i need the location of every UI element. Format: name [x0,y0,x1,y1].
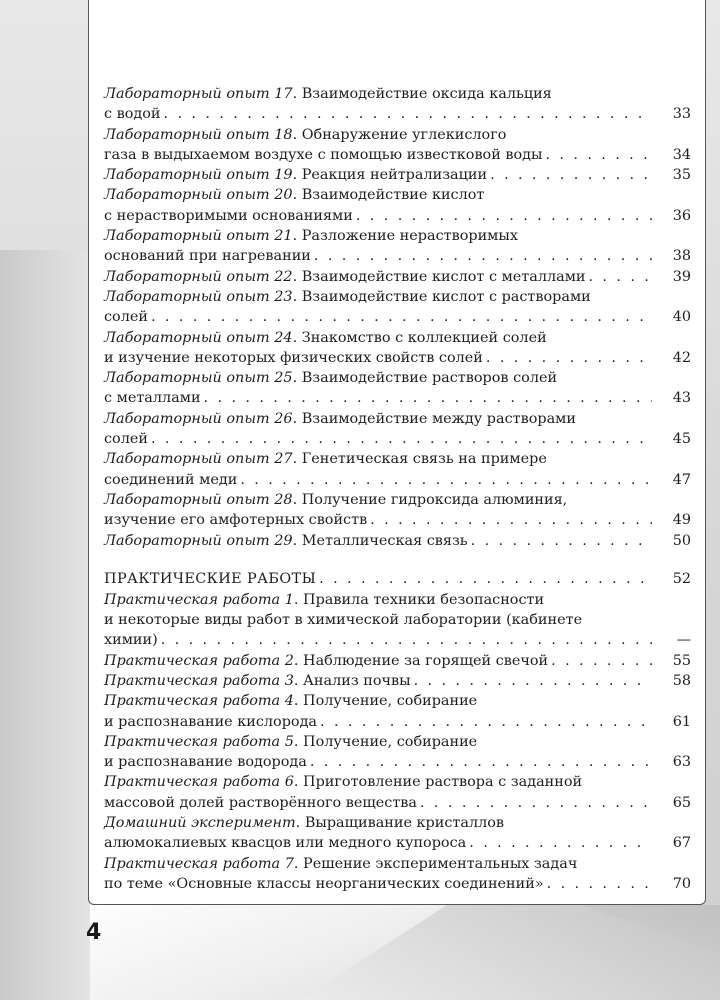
toc-entry[interactable] [104,287,691,328]
toc-entry[interactable] [104,813,691,854]
page-ref: — [676,632,691,649]
entry-text [104,874,544,894]
page-ref: 47 [672,471,691,488]
entry-lead: Практическая работа 1 [104,591,294,608]
entry-text [104,388,201,408]
dot-leader [486,348,652,368]
page-ref: 65 [672,794,691,811]
background-shape-left [0,250,90,1000]
entry-text: Практическая работа 7. Решение экспериментальных задач [104,855,578,872]
entry-title: Взаимодействие кислот [301,187,485,204]
toc-entry[interactable] [104,328,691,369]
entry-lead: Практическая работа 5 [104,733,294,750]
toc-entry-line [104,348,691,368]
toc-entry[interactable] [104,409,691,450]
entry-text: Лабораторный опыт 19. Реакция нейтрализации [104,167,488,184]
toc-entry-line [104,267,691,287]
entry-title: соединений меди [104,471,238,488]
entry-text: Лабораторный опыт 29. Металлическая связь [104,532,468,549]
toc-entry-line [104,712,691,732]
dot-leader [151,429,652,449]
entry-text: Лабораторный опыт 23. Взаимодействие кислот с растворами [104,288,591,305]
dot-leader [151,307,652,327]
entry-text [104,610,582,630]
entry-lead: Лабораторный опыт 24 [104,329,293,346]
dot-leader [471,531,652,551]
entry-text: Практическая работа 3. Анализ почвы [104,672,411,689]
entry-text: Практическая работа 1. Правила техники безопасности [104,591,545,608]
dot-leader [414,671,652,691]
lab-experiments-list [104,84,691,551]
entry-lead: Домашний эксперимент [104,814,296,831]
entry-title: Наблюдение за горящей свечой [303,652,549,669]
toc-entry-line [104,246,691,266]
toc-entry[interactable] [104,531,691,551]
entry-title: Разложение нерастворимых [301,228,518,245]
entry-text [104,348,483,368]
entry-title: и некоторые виды работ в химической лаборатории (кабинете [104,612,583,629]
page-ref: 55 [672,652,691,669]
entry-lead: Лабораторный опыт 26 [104,410,293,427]
section-gap [104,551,691,570]
entry-text [104,793,417,813]
toc-entry-line [104,671,691,691]
entry-text: Домашний эксперимент. Выращивание кристаллов [104,814,505,831]
section-title: ПРАКТИЧЕСКИЕ РАБОТЫ [104,571,317,588]
entry-title: Анализ почвы [303,672,411,689]
entry-title: Получение гидроксида алюминия, [301,491,568,508]
entry-title: Взаимодействие кислот с растворами [301,288,591,305]
toc-entry-line [104,470,691,490]
toc-entry-line [104,793,691,813]
entry-text: Лабораторный опыт 18. Обнаружение углекислого [104,126,507,143]
page-ref: 40 [672,309,691,326]
page-ref: 42 [672,349,691,366]
page-ref: 45 [672,431,691,448]
page-ref: 36 [672,207,691,224]
dot-leader [490,165,652,185]
toc-entry-line [104,510,691,530]
toc-entry[interactable] [104,125,691,166]
toc-entry-line [104,165,691,185]
toc-entry-line [104,125,691,145]
page-ref: 61 [672,713,691,730]
entry-text [104,145,542,165]
dot-leader [310,752,652,772]
toc-entry-line [104,490,691,510]
toc-entry-line [104,388,691,408]
entry-text: Лабораторный опыт 17. Взаимодействие оксида кальция [104,86,552,102]
entry-title: Решение экспериментальных задач [303,855,578,872]
entry-title: оснований при нагревании [104,248,311,265]
toc-entry-line [104,610,691,630]
page-number: 4 [86,920,102,945]
toc-entry[interactable] [104,185,691,226]
entry-text [104,246,311,266]
entry-text [104,104,161,124]
dot-leader [320,712,652,732]
entry-title: алюмокалиевых квасцов или медного купороса [104,835,467,852]
dot-leader [588,267,652,287]
entry-text: Практическая работа 4. Получение, собирание [104,693,478,710]
toc-entry-line [104,691,691,711]
toc-entry[interactable] [104,671,691,691]
entry-title: изучение его амфотерных свойств [104,512,368,529]
entry-title: Генетическая связь на примере [301,451,547,468]
toc-entry-line [104,145,691,165]
entry-title: с нерастворимыми основаниями [104,207,353,224]
entry-title: Обнаружение углекислого [301,126,507,143]
entry-text [104,630,158,650]
entry-title: с металлами [104,390,201,407]
toc-entry-line [104,833,691,853]
page-ref: 67 [672,835,691,852]
entry-text [104,752,307,772]
entry-title: солей [104,309,148,326]
toc-entry[interactable] [104,165,691,185]
table-of-contents [104,84,691,894]
entry-text: Лабораторный опыт 21. Разложение нерастворимых [104,228,518,245]
entry-text [104,510,367,530]
page-ref: 58 [672,672,691,689]
entry-text [104,429,148,449]
toc-entry[interactable] [104,84,691,125]
toc-entry[interactable] [104,490,691,531]
entry-lead: Практическая работа 7 [104,855,294,872]
entry-lead: Лабораторный опыт 19 [104,167,293,184]
dot-leader [204,388,652,408]
entry-lead: Лабораторный опыт 18 [104,126,293,143]
toc-entry-line [104,651,691,671]
entry-text: Лабораторный опыт 27. Генетическая связь на примере [104,451,547,468]
entry-lead: Практическая работа 6 [104,774,294,791]
toc-entry[interactable] [104,772,691,813]
entry-lead: Лабораторный опыт 17 [104,86,293,102]
dot-leader [319,569,652,589]
entry-text: Лабораторный опыт 26. Взаимодействие между растворами [104,410,576,427]
toc-entry[interactable] [104,691,691,732]
entry-lead: Практическая работа 3 [104,672,294,689]
entry-title: Правила техники безопасности [303,591,545,608]
entry-title: Знакомство с коллекцией солей [301,329,547,346]
entry-title: по теме «Основные классы неорганических соединений» [104,875,544,892]
entry-title: газа в выдыхаемом воздухе с помощью известковой воды [104,146,543,163]
toc-entry-line [104,307,691,327]
entry-title: химии) [104,632,158,649]
entry-lead: Лабораторный опыт 20 [104,187,293,204]
entry-title: Взаимодействие растворов солей [301,370,558,387]
entry-text: Практическая работа 2. Наблюдение за горящей свечой [104,652,549,669]
page-ref: 50 [672,532,691,549]
entry-title: Взаимодействие кислот с металлами [301,268,586,285]
entry-text: Лабораторный опыт 25. Взаимодействие растворов солей [104,370,558,387]
entry-text: Лабораторный опыт 22. Взаимодействие кислот с металлами [104,268,586,285]
page-ref: 63 [672,754,691,771]
toc-entry-line [104,772,691,792]
entry-text: Лабораторный опыт 28. Получение гидроксида алюминия, [104,491,568,508]
toc-entry-line [104,287,691,307]
entry-text [104,470,237,490]
entry-lead: Лабораторный опыт 23 [104,288,293,305]
entry-lead: Лабораторный опыт 25 [104,370,293,387]
entry-title: Получение, собирание [303,733,478,750]
toc-entry-line [104,409,691,429]
entry-text: Практическая работа 6. Приготовление раствора с заданной [104,774,583,791]
entry-title: Металлическая связь [301,532,468,549]
toc-entry[interactable] [104,590,691,651]
toc-entry-line [104,368,691,388]
entry-text: Лабораторный опыт 24. Знакомство с коллекцией солей [104,329,547,346]
entry-text [104,833,466,853]
dot-leader [420,793,652,813]
entry-lead: Практическая работа 2 [104,652,294,669]
dot-leader [469,833,652,853]
entry-title: и изучение некоторых физических свойств солей [104,349,483,366]
dot-leader [356,206,652,226]
toc-entry-line [104,104,691,124]
entry-text: Лабораторный опыт 20. Взаимодействие кислот [104,187,485,204]
dot-leader [314,246,652,266]
toc-entry[interactable] [104,732,691,773]
toc-entry-line [104,854,691,874]
page-ref: 52 [672,571,691,588]
toc-entry-line [104,206,691,226]
dot-leader [161,630,652,650]
page-ref: 39 [672,268,691,285]
page-ref: 33 [672,106,691,123]
entry-title: солей [104,431,148,448]
entry-title: и распознавание водорода [104,754,307,771]
toc-entry-line [104,813,691,833]
toc-entry-line [104,590,691,610]
entry-title: Реакция нейтрализации [301,167,488,184]
toc-entry[interactable] [104,854,691,895]
entry-title: массовой долей растворённого вещества [104,794,417,811]
entry-lead: Лабораторный опыт 29 [104,532,293,549]
page-ref: 43 [672,390,691,407]
dot-leader [545,145,652,165]
entry-lead: Лабораторный опыт 27 [104,451,293,468]
toc-entry-line [104,752,691,772]
page-ref: 49 [672,512,691,529]
dot-leader [164,104,652,124]
entry-title: с водой [104,106,161,123]
entry-text [104,712,317,732]
dot-leader [547,874,652,894]
entry-lead: Лабораторный опыт 22 [104,268,293,285]
toc-entry-line [104,328,691,348]
toc-entry[interactable] [104,651,691,671]
entry-title: Приготовление раствора с заданной [303,774,583,791]
toc-entry-line [104,429,691,449]
page-ref: 70 [672,875,691,892]
page-ref: 38 [672,248,691,265]
toc-entry-line [104,185,691,205]
practical-works-list [104,590,691,894]
toc-entry-line [104,630,691,650]
dot-leader [551,651,652,671]
practical-section-heading[interactable] [104,569,691,589]
entry-title: Получение, собирание [303,693,478,710]
toc-entry-line [104,226,691,246]
page-ref: 35 [672,167,691,184]
toc-entry[interactable] [104,368,691,409]
toc-entry-line [104,531,691,551]
toc-entry[interactable] [104,226,691,267]
entry-text [104,206,353,226]
entry-title: Взаимодействие между растворами [301,410,576,427]
toc-entry-line [104,732,691,752]
toc-entry[interactable] [104,267,691,287]
entry-title: Взаимодействие оксида кальция [301,86,552,102]
toc-entry-line [104,874,691,894]
toc-entry-line [104,84,691,104]
toc-entry-line [104,449,691,469]
entry-title: и распознавание кислорода [104,713,318,730]
entry-lead: Лабораторный опыт 21 [104,228,293,245]
entry-lead: Лабораторный опыт 28 [104,491,293,508]
entry-title: Выращивание кристаллов [304,814,505,831]
page-ref: 34 [672,146,691,163]
entry-lead: Практическая работа 4 [104,693,294,710]
dot-leader [370,510,652,530]
entry-text [104,307,148,327]
dot-leader [240,470,652,490]
entry-text: Практическая работа 5. Получение, собирание [104,733,478,750]
toc-entry[interactable] [104,449,691,490]
